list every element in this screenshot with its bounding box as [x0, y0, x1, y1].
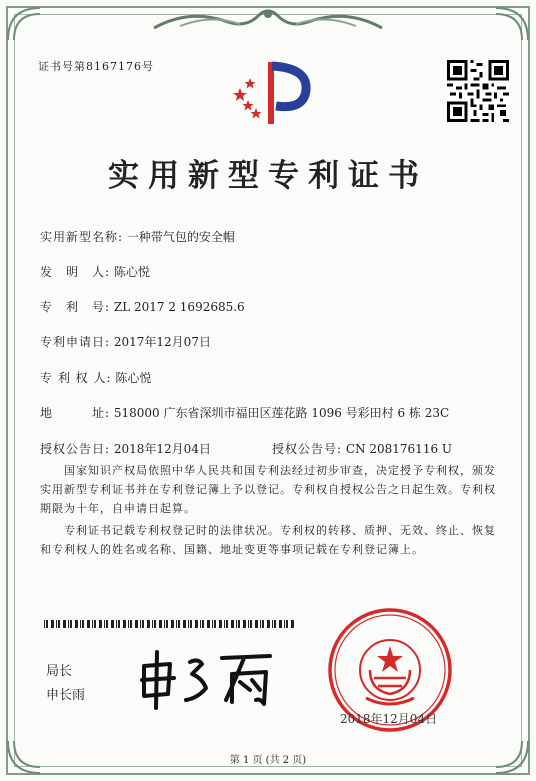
- inventor-value: 陈心悦: [113, 265, 150, 279]
- inventor-row: [40, 263, 150, 280]
- director-name: 申长雨: [46, 688, 86, 703]
- filing-date-value: 2017年12月07日: [113, 335, 211, 349]
- certificate-title: 实用新型专利证书: [108, 158, 428, 194]
- body-paragraph-1: 国家知识产权局依照中华人民共和国专利法经过初步审查，决定授予专利权，颁发实用新型专利证书并在专利登记簿上予以登记。专利权自授权公告之日起生效。专利权期限为十年，自申请日起算。: [40, 464, 496, 515]
- page-number: 第 1 页 (共 2 页): [229, 755, 307, 766]
- patentee-row: [40, 369, 151, 386]
- grant-announcement-number-row: [272, 440, 452, 457]
- grant-announcement-number-value: CN 208176116 U: [345, 442, 453, 456]
- utility-model-name-label: 实用新型名称:: [40, 230, 124, 244]
- utility-model-name-value: 一种带气包的安全帽: [126, 230, 235, 244]
- body-paragraph-2: 专利证书记载专利权登记时的法律状况。专利权的转移、质押、无效、终止、恢复和专利权人的姓名或名称、国籍、地址变更等事项记载在专利登记簿上。: [40, 524, 496, 556]
- director-title: 局长: [46, 664, 73, 679]
- inventor-label: 发 明 人:: [40, 265, 111, 279]
- patentee-value: 陈心悦: [115, 371, 152, 385]
- patent-number-row: [40, 298, 245, 315]
- utility-model-name-row: [40, 228, 235, 245]
- top-ornament: [150, 4, 386, 34]
- qr-code: [447, 60, 509, 122]
- filing-date-row: [40, 333, 211, 350]
- barcode-strip: [44, 620, 294, 628]
- address-label: 地 址:: [40, 406, 111, 420]
- grant-announcement-date-label: 授权公告日:: [40, 442, 111, 456]
- director-signature: [136, 648, 276, 710]
- address-value: 518000 广东省深圳市福田区莲花路 1096 号彩田村 6 栋 23C: [113, 406, 450, 420]
- grant-announcement-date-row: [40, 440, 211, 457]
- patent-number-label: 专 利 号:: [40, 300, 111, 314]
- address-row: [40, 404, 449, 421]
- grant-announcement-date-value: 2018年12月04日: [113, 442, 211, 456]
- corner-ornament-top-right: [492, 4, 532, 44]
- corner-ornament-top-left: [4, 4, 44, 44]
- seal-date: 2018年12月04日: [340, 712, 438, 726]
- grant-announcement-number-label: 授权公告号:: [272, 442, 343, 456]
- filing-date-label: 专利申请日:: [40, 335, 111, 349]
- certificate-number: 证书号第8167176号: [38, 60, 154, 73]
- patentee-label: 专 利 权 人:: [40, 371, 112, 385]
- patent-number-value: ZL 2017 2 1692685.6: [113, 300, 245, 314]
- patent-office-logo: [226, 58, 316, 128]
